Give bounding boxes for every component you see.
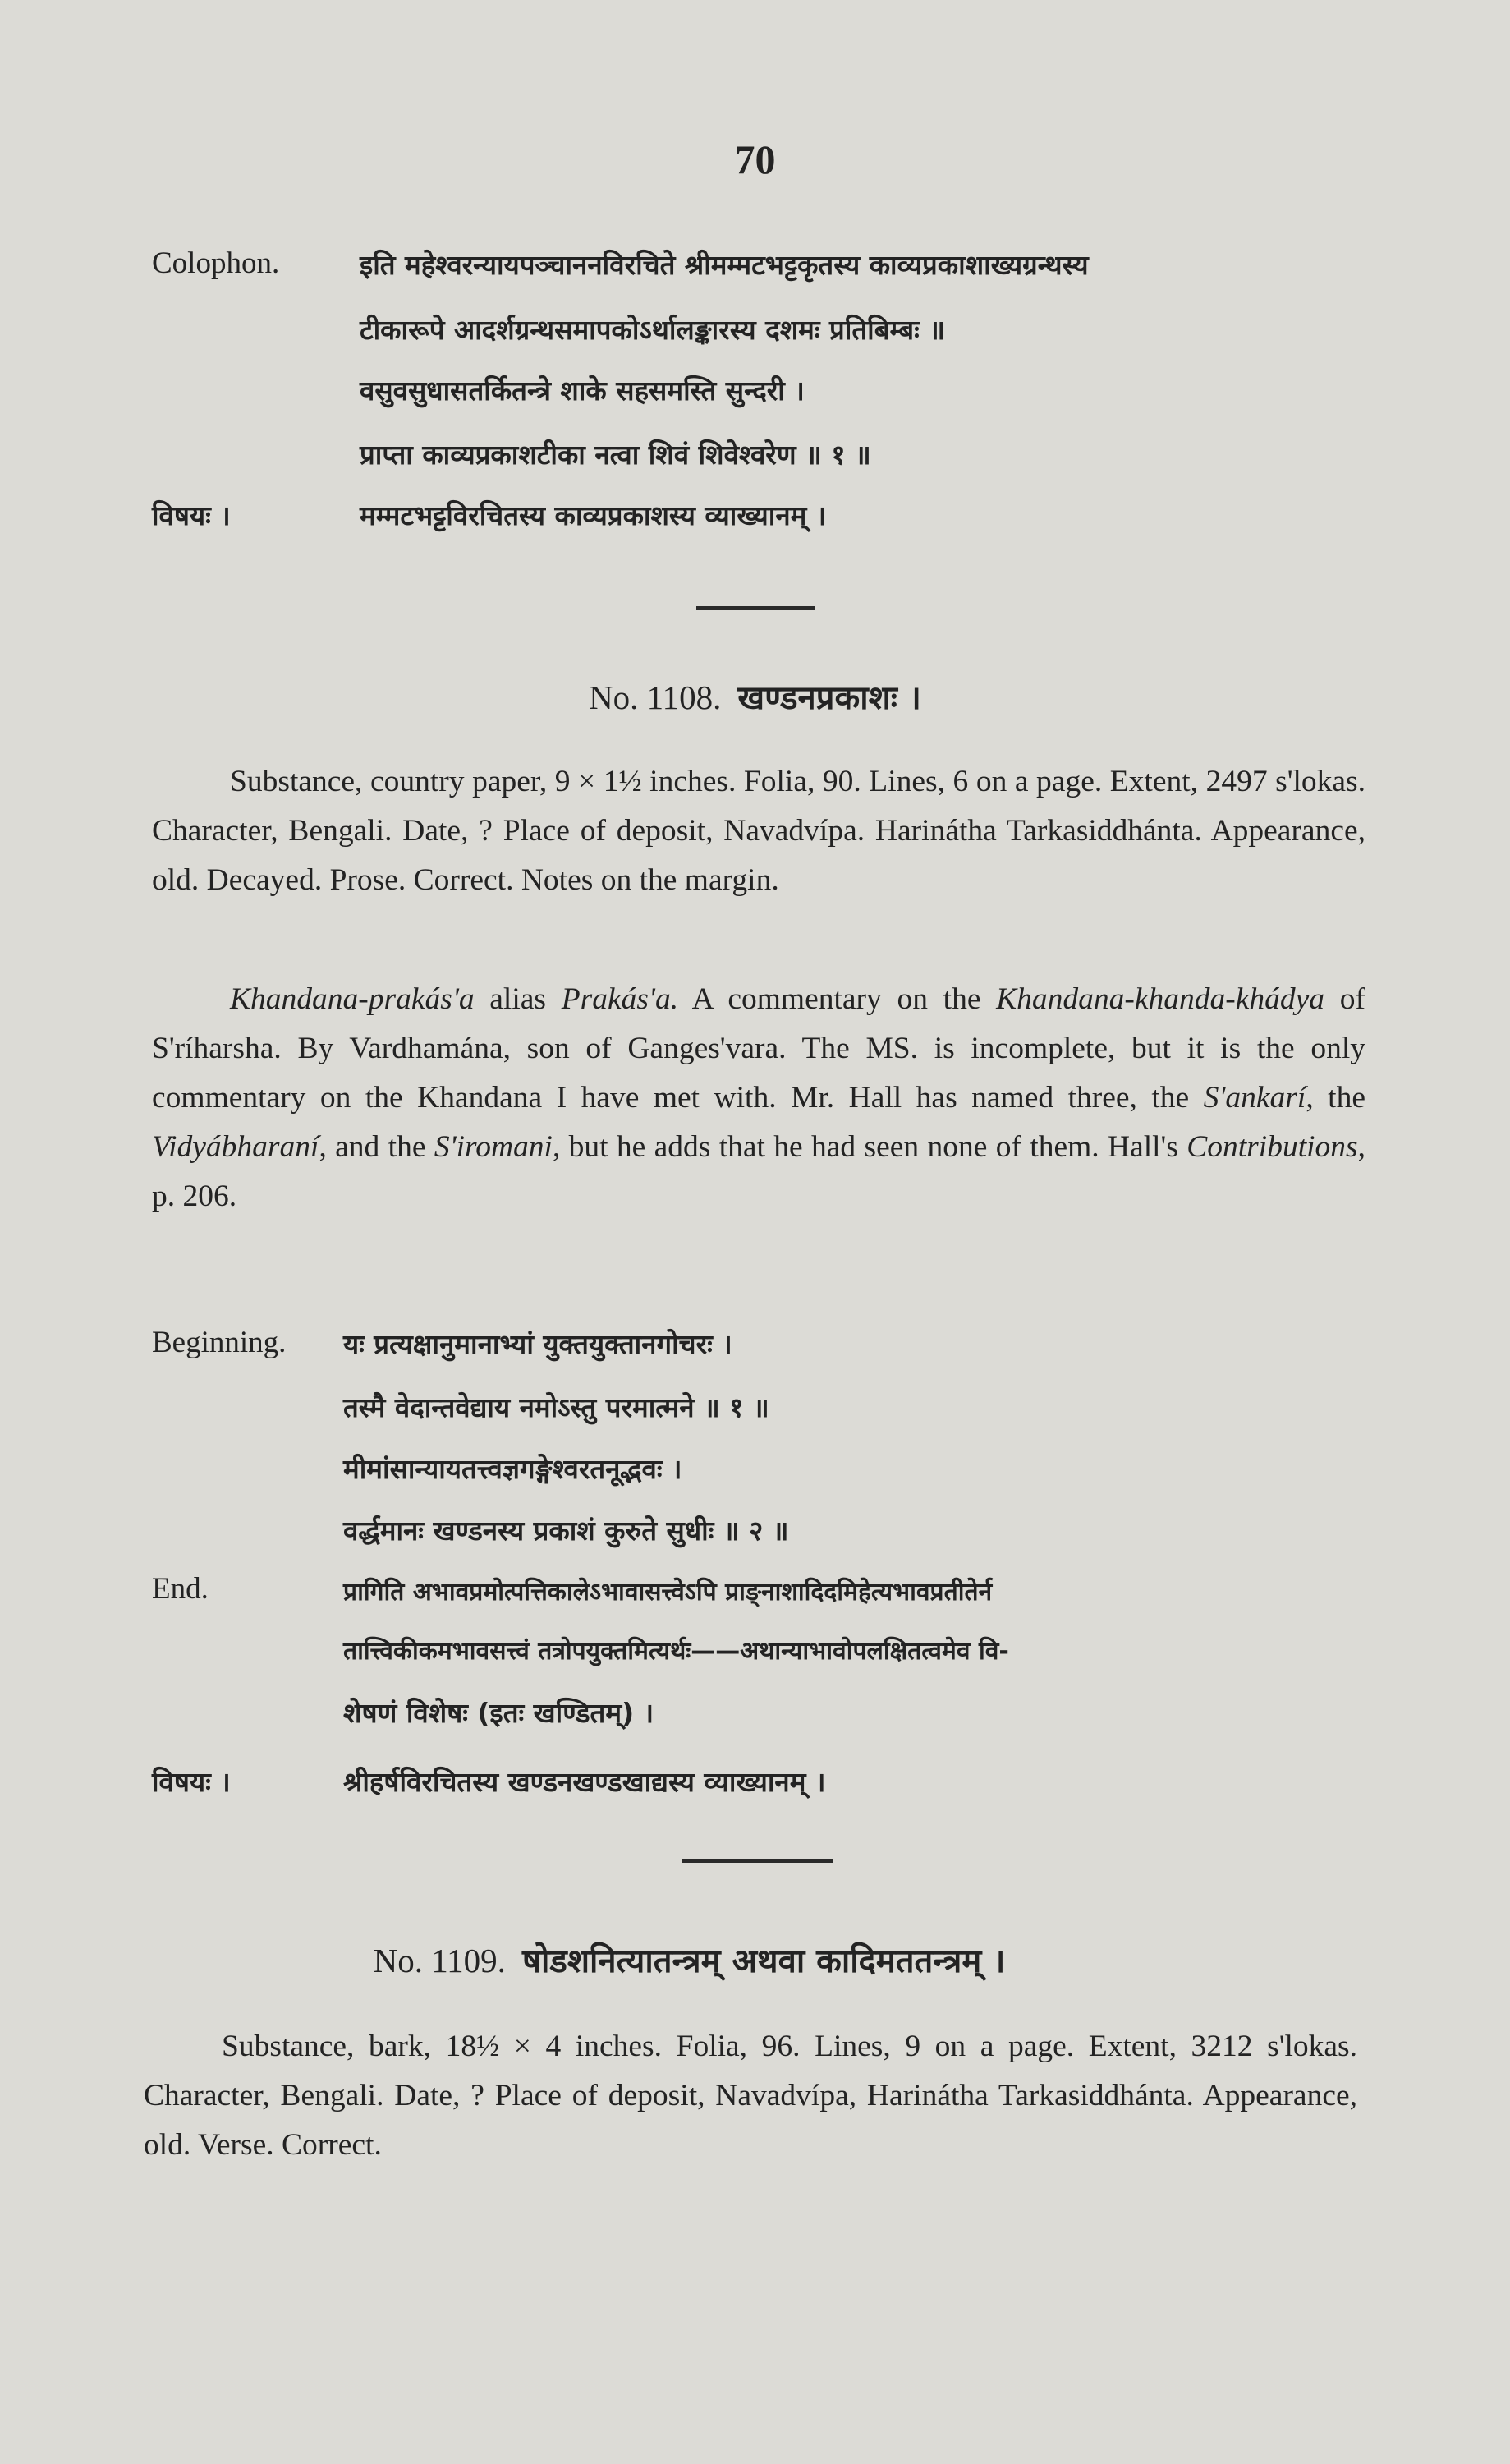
colophon-subject-label: विषयः ।	[152, 499, 231, 531]
p2-text-3: of S'ríharsha. By Vardhamána, son of Ganges'vara. The MS. is incomplete, but it is the only commentary on the Khandana I have met with. Mr. Hall has named three, the	[152, 982, 1365, 1115]
title-khandana-prakasa: Khandana-prakás'a	[230, 982, 475, 1016]
entry-1108-subject-label: विषयः ।	[152, 1766, 231, 1798]
title-vidyabharani: Vidyábharaní	[152, 1130, 319, 1164]
end-label	[152, 1569, 209, 1610]
entry-1108-title: खण्डनप्रकाशः ।	[737, 679, 921, 717]
colophon-label-text: Colophon.	[152, 246, 280, 280]
entry-1109-heading	[0, 1937, 1444, 1982]
colophon-label	[152, 243, 279, 284]
p2-text-4: , the	[1306, 1081, 1365, 1115]
colophon-line-1: इति महेश्वरन्यायपञ्चाननविरचिते श्रीमम्मटभट्टकृतस्य काव्यप्रकाशाख्यग्रन्थस्य	[360, 249, 1089, 281]
section-divider-2	[682, 1859, 833, 1863]
entry-1109-title: षोडशनित्यातन्त्रम् अथवा कादिमततन्त्रम् ।	[521, 1942, 1006, 1980]
colophon-line-4: प्राप्ता काव्यप्रकाशटीका नत्वा शिवं शिवेश्वरेण ॥ १ ॥	[360, 439, 871, 471]
title-khandana-khanda-khadya: Khandana-khanda-khádya	[996, 982, 1325, 1016]
title-siromani: S'iromani	[434, 1130, 553, 1164]
colophon-line-2: टीकारूपे आदर्शग्रन्थसमापकोऽर्थालङ्कारस्य दशमः प्रतिबिम्बः ॥	[360, 314, 946, 346]
page-number: 70	[734, 136, 776, 182]
entry-1108-number: No. 1108.	[589, 678, 722, 716]
entry-1108-commentary	[152, 975, 1365, 1221]
p2-text-6: , but he adds that he had seen none of them. Hall's	[552, 1130, 1187, 1164]
p2-text-1: alias	[474, 982, 562, 1016]
p2-text-7: , p. 206.	[152, 1130, 1365, 1213]
beginning-label-text: Beginning.	[152, 1326, 287, 1359]
entry-1109-number: No. 1109.	[373, 1942, 506, 1979]
colophon-line-3: वसुवसुधासतर्कितन्त्रे शाके सहसमस्ति सुन्दरी ।	[360, 375, 805, 407]
beginning-line-2: तस्मै वेदान्तवेद्याय नमोऽस्तु परमात्मने ॥ १ ॥	[343, 1391, 769, 1423]
end-line-2: तात्त्विकीकमभावसत्त्वं तत्रोपयुक्तमित्यर्थः——अथान्याभावोपलक्षितत्वमेव वि-	[343, 1637, 1009, 1666]
entry-1108-para-2	[152, 975, 1365, 1221]
beginning-label	[152, 1322, 286, 1363]
end-line-3: शेषणं विशेषः (इतः खण्डितम्) ।	[343, 1697, 654, 1729]
beginning-line-3: मीमांसान्यायतत्त्वज्ञगङ्गेश्वरतनूद्भवः ।	[343, 1453, 682, 1485]
entry-1109-para-1: Substance, bark, 18½ × 4 inches. Folia, 96. Lines, 9 on a page. Extent, 3212 s'lokas. Character, Bengali. Date, ? Place of deposit, Navadvípa, Harinátha Tarkasiddhánta. Appearance, old. Verse. Correct.	[144, 2030, 1357, 2162]
end-label-text: End.	[152, 1572, 209, 1606]
p2-text-2: A commentary on the	[678, 982, 997, 1016]
title-contributions: Contributions	[1186, 1130, 1358, 1164]
end-line-1: प्रागिति अभावप्रमोत्पत्तिकालेऽभावासत्त्वेऽपि प्राङ्नाशादिदमिहेत्यभावप्रतीतेर्न	[343, 1578, 993, 1607]
entry-1108-subject-text: श्रीहर्षविरचितस्य खण्डनखण्डखाद्यस्य व्याख्यानम् ।	[343, 1766, 826, 1798]
section-divider	[696, 606, 815, 610]
entry-1108-para-1: Substance, country paper, 9 × 1½ inches. Folia, 90. Lines, 6 on a page. Extent, 2497 s'lokas. Character, Bengali. Date, ? Place of deposit, Navadvípa. Harinátha Tarkasiddhánta. Appearance, old. Decayed. Prose. Correct. Notes on the margin.	[152, 765, 1365, 897]
entry-1108-description	[152, 757, 1365, 905]
colophon-subject-text: मम्मटभट्टविरचितस्य काव्यप्रकाशस्य व्याख्यानम् ।	[360, 499, 827, 531]
entry-1109-description	[144, 2022, 1357, 2170]
p2-text-5: , and the	[319, 1130, 434, 1164]
title-prakasa: Prakás'a.	[561, 982, 679, 1016]
beginning-line-1: यः प्रत्यक्षानुमानाभ्यां युक्तयुक्तानगोचरः ।	[343, 1328, 732, 1360]
title-sankari: S'ankarí	[1203, 1081, 1306, 1115]
beginning-line-4: वर्द्धमानः खण्डनस्य प्रकाशं कुरुते सुधीः ॥ २ ॥	[343, 1515, 789, 1547]
entry-1108-heading	[0, 673, 1510, 719]
